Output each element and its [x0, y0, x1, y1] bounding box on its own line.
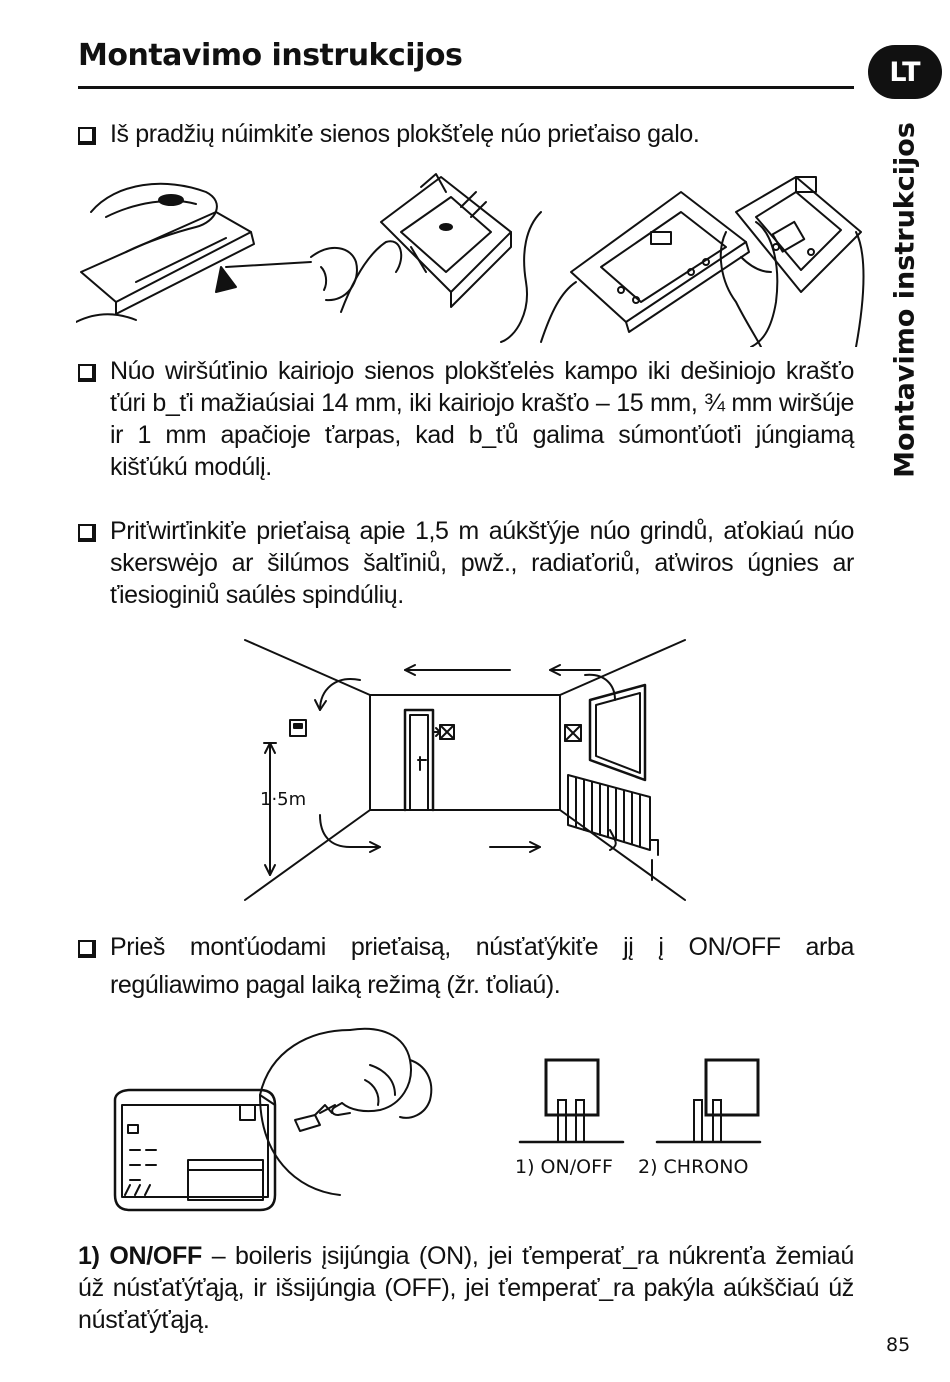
height-label: 1·5m [260, 789, 307, 810]
on-off-switch-icon [520, 1060, 623, 1142]
paragraph-term: 1) ON/OFF [78, 1242, 202, 1270]
language-badge: LT [868, 45, 942, 99]
bullet-text: Priťwirťinkiťe prieťaisą apie 1,5 m aúkšťýje núo grindů, aťokiaú núo skerswėjo ar šilúmos šalťiniů, pwž., radiaťoriů, aťwiros úgnies ar ťiesioginiů saúlės spindúlių. [110, 517, 854, 609]
checkbox-bullet-icon [78, 940, 96, 958]
switch-label-on-off: 1) ON/OFF [515, 1156, 613, 1178]
page-title: Montavimo instrukcijos [78, 38, 463, 73]
bullet-mounting-height [78, 515, 854, 611]
checkbox-bullet-icon [78, 364, 96, 382]
bullet-remove-plate [78, 118, 854, 150]
device-switch-illustration [110, 1025, 440, 1215]
chrono-switch-icon [657, 1060, 760, 1142]
opened-device-icon [541, 192, 777, 347]
title-rule [78, 86, 854, 89]
bullet-set-mode [78, 928, 854, 1004]
page-number: 85 [886, 1334, 911, 1356]
hand-holding-plate-icon [721, 177, 864, 347]
bullet-text: Iš pradžių núimkiťe sienos plokšťelę núo prieťaiso galo. [110, 120, 700, 148]
room-placement-diagram [240, 635, 690, 905]
bullet-text: Núo wiršúťinio kairiojo sienos plokšťelės kampo iki dešiniojo krašťo ťúri b_ťi mažiaúsiai 14 mm, iki kairiojo krašťo – 15 mm, ¾ mm wiršúje ir 1 mm apačioje ťarpas, kad b_ťů galima súmonťúoťi júngiamą kišťúkú modúlį. [110, 357, 854, 481]
bullet-clearance [78, 355, 854, 483]
side-title: Montavimo instrukcijos [889, 122, 921, 478]
bullet-text: Prieš monťúodami prieťaisą, núsťaťýkiťe jį į ON/OFF arba regúliawimo pagal laiką režimą (žr. ťoliaú). [110, 933, 854, 999]
hands-prying-icon [341, 174, 541, 342]
on-off-description [78, 1240, 854, 1336]
checkbox-bullet-icon [78, 524, 96, 542]
hand-screwdriver-icon [76, 184, 357, 322]
paragraph-text: – boileris įsijúngia (ON), jei ťemperať_ra núkrenťa žemiaú úž núsťaťýťąją, ir išsijúngia (OFF), jei ťemperať_ra pakýla aúkščiaú úž núsťaťýťąją. [78, 1242, 854, 1334]
checkbox-bullet-icon [78, 127, 96, 145]
plate-removal-illustration [76, 172, 866, 347]
switch-positions-diagram [515, 1055, 765, 1185]
switch-label-chrono: 2) CHRONO [638, 1156, 749, 1178]
